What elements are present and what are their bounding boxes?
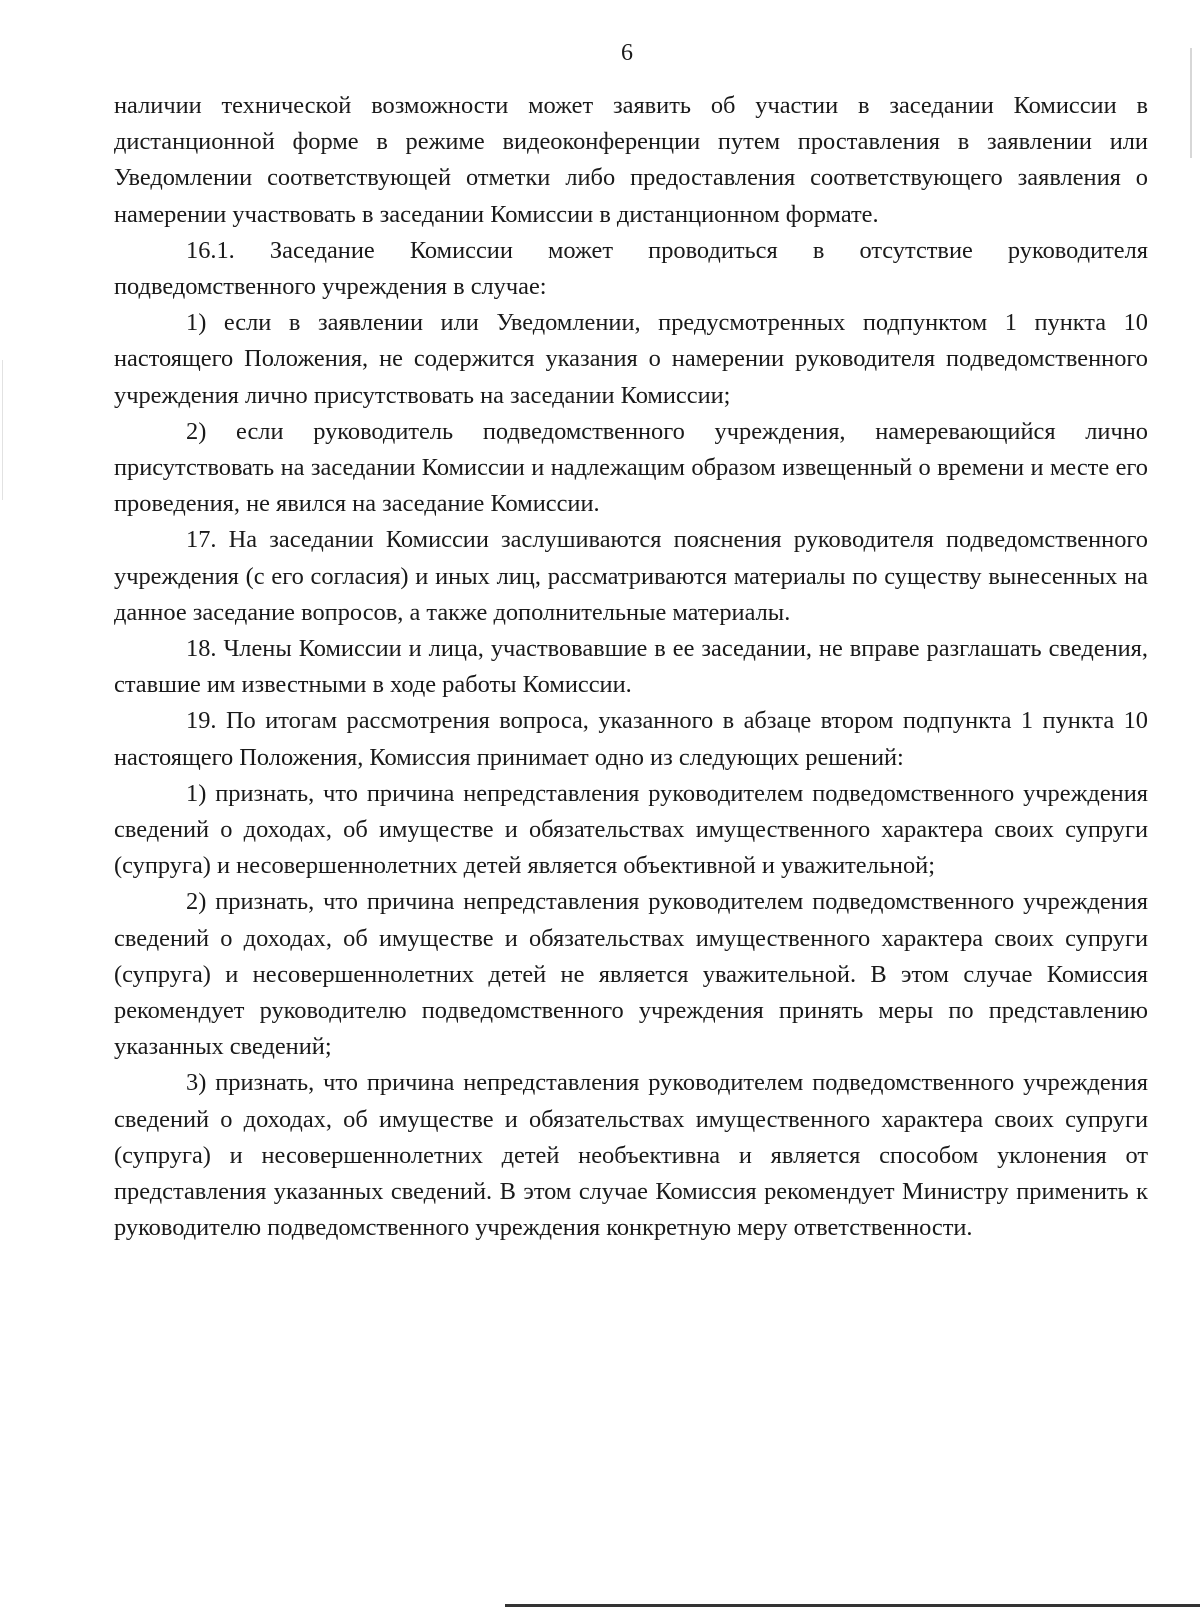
paragraph-19: 19. По итогам рассмотрения вопроса, указанного в абзаце втором подпункта 1 пункта 10 настоящего Положения, Комиссия принимает одно из следующих решений: [114,707,1148,771]
document-body [114,88,1148,1247]
paragraph-17: 17. На заседании Комиссии заслушиваются пояснения руководителя подведомственного учреждения (с его согласия) и иных лиц, рассматриваются материалы по существу вынесенных на данное заседание вопросов, а также дополнительные материалы. [114,526,1148,626]
page-number: 6 [621,40,633,66]
paragraph-18: 18. Члены Комиссии и лица, участвовавшие в ее заседании, не вправе разглашать сведения, ставшие им известными в ходе работы Комиссии. [114,635,1148,699]
paragraph-16-1: 16.1. Заседание Комиссии может проводиться в отсутствие руководителя подведомственного учреждения в случае: [114,236,1148,301]
paragraph-19-item-2: 2) признать, что причина непредставления руководителем подведомственного учреждения сведений о доходах, об имуществе и обязательствах имущественного характера своих супруги (супруга) и несовершеннолетних детей не является уважительной. В этом случае Комиссия рекомендует руководителю подведомственного учреждения принять меры по представлению указанных сведений; [114,888,1148,1061]
scan-edge-mark [2,360,3,500]
paragraph-continuation: наличии технической возможности может заявить об участии в заседании Комиссии в дистанционной форме в режиме видеоконференции путем проставления в заявлении или Уведомлении соответствующей отметки либо предоставления соответствующего заявления о намерении участвовать в заседании Комиссии в дистанционном формате. [114,92,1148,228]
paragraph-19-item-1: 1) признать, что причина непредставления руководителем подведомственного учреждения сведений о доходах, об имуществе и обязательствах имущественного характера своих супруги (супруга) и несовершеннолетних детей является объективной и уважительной; [114,779,1148,880]
scan-bottom-edge [505,1604,1200,1607]
paragraph-16-1-item-1: 1) если в заявлении или Уведомлении, предусмотренных подпунктом 1 пункта 10 настоящего Положения, не содержится указания о намерении руководителя подведомственного учреждения лично присутствовать на заседании Комиссии; [114,309,1148,409]
paragraph-16-1-item-2: 2) если руководитель подведомственного учреждения, намеревающийся лично присутствовать на заседании Комиссии и надлежащим образом извещенный о времени и месте его проведения, не явился на заседание Комиссии. [114,417,1148,518]
paragraph-19-item-3: 3) признать, что причина непредставления руководителем подведомственного учреждения сведений о доходах, об имуществе и обязательствах имущественного характера своих супруги (супруга) и несовершеннолетних детей необъективна и является способом уклонения от представления указанных сведений. В этом случае Комиссия рекомендует Министру применить к руководителю подведомственного учреждения конкретную меру ответственности. [114,1069,1148,1242]
